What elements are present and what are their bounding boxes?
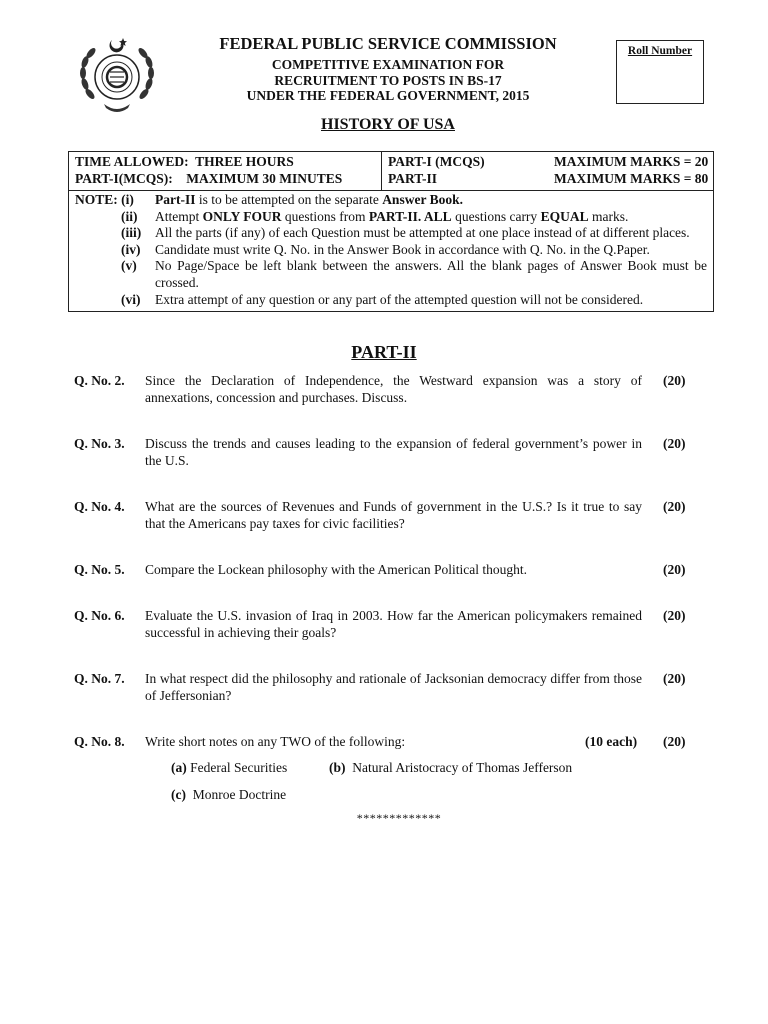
note-bold: PART-II. ALL [368, 208, 452, 224]
note-heading: NOTE: (i) [75, 192, 134, 207]
question-each-marks: (10 each) [585, 734, 638, 749]
note-item [75, 209, 707, 226]
exam-line-3: UNDER THE FEDERAL GOVERNMENT, 2015 [246, 88, 530, 103]
question-marks: (20) [663, 499, 686, 514]
question-text: Since the Declaration of Independence, the Westward expansion was a story of annexations, concession and purchases. Discuss. [145, 373, 642, 405]
question-number: Q. No. 6. [74, 608, 125, 623]
fpsc-emblem-icon [74, 34, 160, 116]
note-item [75, 242, 707, 259]
question-number: Q. No. 3. [74, 436, 125, 451]
question-marks: (20) [663, 671, 686, 686]
option-label: (b) [329, 760, 346, 775]
note-label: (ii) [121, 208, 138, 224]
part2-marks: MAXIMUM MARKS = 80 [554, 171, 709, 186]
subject-title: HISTORY OF USA [321, 116, 455, 133]
note-text: Extra attempt of any question or any part of the attempted question will not be considered. [155, 291, 644, 307]
question-text: Compare the Lockean philosophy with the American Political thought. [145, 562, 528, 577]
part1-label: PART-I (MCQS) [388, 154, 485, 169]
note-text: Candidate must write Q. No. in the Answer Book in accordance with Q. No. in the Q.Paper. [155, 241, 650, 257]
question-marks: (20) [663, 373, 686, 388]
question-text: Discuss the trends and causes leading to the expansion of federal government’s power in the U.S. [145, 436, 642, 468]
part1-time: PART-I(MCQS): MAXIMUM 30 MINUTES [75, 171, 343, 186]
question-marks: (20) [663, 608, 686, 623]
note-bold: Answer Book. [382, 192, 463, 207]
note-item [75, 292, 707, 309]
question-number: Q. No. 7. [74, 671, 125, 686]
note-item [75, 192, 707, 209]
option-item [171, 787, 286, 803]
note-text: is to be attempted on the separate [195, 192, 383, 207]
note-text: No Page/Space be left blank between the answers. All the blank pages of Answer Book must be crossed. [155, 258, 707, 290]
note-label: (v) [121, 258, 137, 274]
part1-marks: MAXIMUM MARKS = 20 [554, 154, 709, 169]
question-number: Q. No. 5. [74, 562, 125, 577]
note-text: Attempt [155, 208, 203, 224]
note-label: (vi) [121, 291, 141, 307]
note-bold: EQUAL [540, 208, 589, 224]
note-bold: Part-II [155, 192, 196, 207]
note-item [75, 258, 707, 291]
time-allowed: TIME ALLOWED: THREE HOURS [75, 154, 294, 169]
note-label: (iv) [121, 241, 141, 257]
exam-line-2: RECRUITMENT TO POSTS IN BS-17 [274, 72, 502, 88]
option-label: (c) [171, 787, 186, 802]
note-text: questions from [281, 208, 369, 224]
question-number: Q. No. 4. [74, 499, 125, 514]
roll-number-box[interactable] [616, 40, 704, 104]
question-text: Write short notes on any TWO of the following: [145, 734, 406, 749]
end-marker: ************* [356, 811, 442, 825]
exam-info-table [68, 151, 714, 312]
option-item [171, 760, 287, 776]
question-text: What are the sources of Revenues and Funds of government in the U.S.? Is it true to say that the Americans pay taxes for civic facilities? [145, 499, 642, 531]
question-marks: (20) [663, 436, 686, 451]
note-text: All the parts (if any) of each Question must be attempted at one place instead of at different places. [155, 225, 690, 241]
note-text: marks. [588, 208, 629, 224]
roll-number-label: Roll Number [627, 45, 693, 57]
question-number: Q. No. 8. [74, 734, 125, 749]
question-text: Evaluate the U.S. invasion of Iraq in 2003. How far the American policymakers remained successful in achieving their goals? [145, 608, 642, 640]
question-number: Q. No. 2. [74, 373, 125, 388]
option-label: (a) [171, 760, 187, 775]
note-text: questions carry [451, 208, 541, 224]
option-text: Federal Securities [190, 760, 288, 775]
notes-section [69, 191, 713, 311]
question-text: In what respect did the philosophy and rationale of Jacksonian democracy differ from those of Jeffersonian? [145, 671, 642, 703]
part2-label: PART-II [388, 171, 438, 186]
option-item [329, 760, 572, 776]
exam-line-1: COMPETITIVE EXAMINATION FOR [271, 57, 505, 72]
option-text: Natural Aristocracy of Thomas Jefferson [352, 760, 573, 775]
part-title: PART-II [351, 342, 417, 362]
note-label: (iii) [121, 225, 142, 241]
option-text: Monroe Doctrine [192, 787, 287, 802]
question-marks: (20) [663, 734, 686, 749]
note-bold: ONLY FOUR [202, 208, 282, 224]
header-block [180, 34, 596, 104]
question-marks: (20) [663, 562, 686, 577]
organization-name: FEDERAL PUBLIC SERVICE COMMISSION [219, 34, 557, 53]
note-item [75, 225, 707, 242]
